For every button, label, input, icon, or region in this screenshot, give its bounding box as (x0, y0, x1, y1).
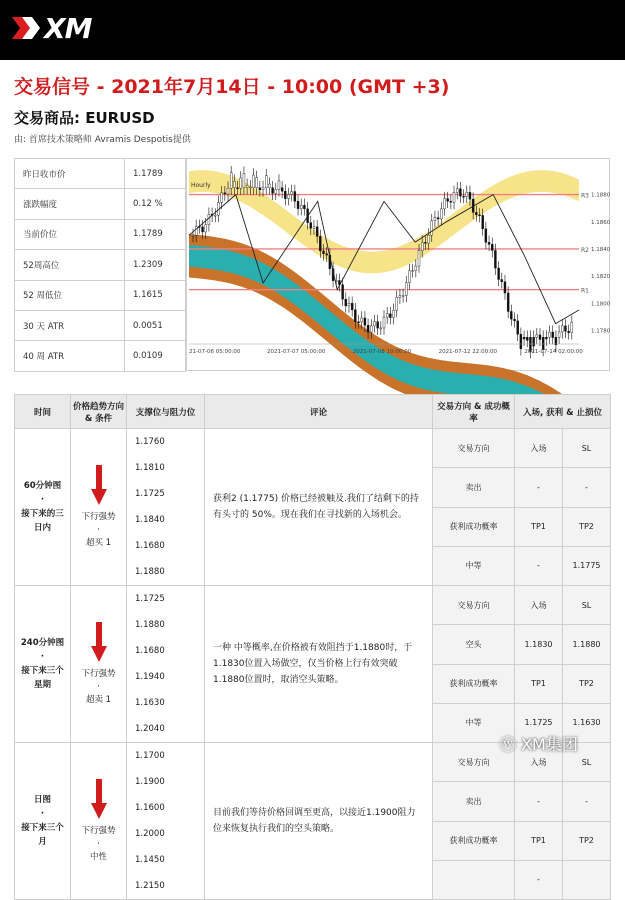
chart-title: Hourly (191, 182, 211, 189)
candle-body (428, 235, 430, 243)
candle-body (405, 283, 407, 296)
trade-cell: - (515, 782, 563, 821)
candle-body (568, 331, 570, 332)
stat-label: 昨日收市价 (15, 159, 125, 189)
candle-body (265, 176, 267, 188)
candle-body (536, 335, 538, 337)
candle-body (456, 189, 458, 193)
trade-cell: 获利成功概率 (433, 664, 515, 703)
trade-cell: TP2 (563, 507, 611, 546)
candle-body (523, 337, 525, 339)
candle-body (421, 242, 423, 250)
down-arrow-icon (91, 779, 107, 819)
trade-cell: 交易方向 (433, 429, 515, 468)
candle-body (294, 191, 296, 201)
stat-value: 0.0051 (125, 310, 186, 340)
trend-label: 下行强势 (81, 825, 116, 836)
candle-body (533, 337, 535, 346)
resistance-level: 1.1880 (135, 567, 165, 577)
candle-body (383, 317, 385, 328)
candle-body (494, 250, 496, 268)
dot: · (97, 838, 100, 849)
trade-cell: 交易方向 (433, 586, 515, 625)
header-entry: 入场, 获利 & 止损位 (515, 395, 611, 429)
candle-body (520, 334, 522, 348)
resistance-level: 1.1810 (135, 463, 165, 473)
timeframe-label: 日图 (33, 795, 51, 805)
candle-body (450, 201, 452, 202)
header-time: 时间 (15, 395, 71, 429)
candle-body (459, 189, 461, 196)
stat-value: 1.1789 (125, 219, 186, 249)
candle-body (316, 227, 318, 237)
x-tick-label: 2021-07-08 10:00:00 (352, 349, 412, 355)
support-level: 1.1450 (135, 855, 165, 865)
candle-body (275, 190, 277, 194)
stat-label: 当前价位 (15, 219, 125, 249)
x-tick-label: 2021-07-07 05:00:00 (267, 349, 326, 355)
candle-body (510, 311, 512, 319)
candle-body (278, 181, 280, 190)
candle-body (498, 268, 500, 279)
trade-cell: 1.1630 (563, 703, 611, 742)
timeframe-cell (15, 586, 71, 743)
candle-body (469, 192, 471, 199)
candle-body (358, 322, 360, 323)
trade-cell: - (515, 860, 563, 899)
condition-label: 超买 1 (85, 537, 112, 548)
resistance-level: 1.2000 (135, 829, 165, 839)
trend-label: 下行强势 (81, 668, 116, 679)
candle-body (323, 251, 325, 254)
page-title: 交易信号 - 2021年7月14日 - 10:00 (GMT +3) (14, 76, 450, 98)
candle-body (431, 221, 433, 235)
signal-row (15, 429, 611, 468)
candle-body (313, 227, 315, 228)
candle-body (370, 326, 372, 332)
stats-row (15, 280, 186, 310)
trade-cell: 1.1830 (515, 625, 563, 664)
candle-body (192, 235, 194, 236)
candle-body (214, 215, 216, 216)
dot: · (97, 681, 100, 692)
candle-body (545, 337, 547, 339)
trade-cell: - (515, 546, 563, 585)
candle-body (272, 188, 274, 193)
stat-value: 1.1615 (125, 280, 186, 310)
candle-body (485, 229, 487, 243)
candle-body (408, 271, 410, 283)
resistance-level: 1.2040 (135, 724, 165, 734)
support-level: 1.1725 (135, 489, 165, 499)
candle-body (491, 244, 493, 250)
candle-body (466, 192, 468, 196)
y-tick-label: 1.1860 (591, 219, 611, 226)
trade-cell: TP1 (515, 664, 563, 703)
support-level: 1.1760 (135, 437, 165, 447)
trade-cell: 卖出 (433, 468, 515, 507)
trade-cell: 交易方向 (433, 743, 515, 782)
candle-body (396, 297, 398, 310)
chart-svg (187, 159, 609, 370)
trade-cell: - (563, 468, 611, 507)
y-tick-label: 1.1820 (591, 274, 611, 281)
trade-cell (433, 860, 515, 899)
stat-label: 30 天 ATR (15, 310, 125, 340)
level-pair (135, 795, 204, 847)
candle-body (393, 310, 395, 317)
header-comment: 评论 (205, 395, 433, 429)
down-arrow-icon (91, 465, 107, 505)
trade-cell: 1.1775 (563, 546, 611, 585)
stats-row (15, 310, 186, 340)
level-label: R2 (581, 246, 589, 254)
level-label: R3 (581, 192, 589, 200)
stats-table (14, 158, 186, 372)
candle-body (351, 303, 353, 309)
candle-body (539, 335, 541, 340)
y-tick-label: 1.1840 (591, 246, 611, 253)
y-tick-label: 1.1880 (591, 192, 611, 199)
dot: · (40, 652, 45, 662)
candle-body (380, 328, 382, 329)
candle-body (377, 322, 379, 328)
stat-label: 40 周 ATR (15, 341, 125, 371)
candle-body (367, 325, 369, 332)
trade-cell: SL (563, 429, 611, 468)
candle-body (517, 321, 519, 334)
down-arrow-icon (91, 622, 107, 662)
trend-cell (71, 586, 127, 743)
candle-body (256, 178, 258, 188)
trade-cell: 获利成功概率 (433, 821, 515, 860)
trade-cell: 空头 (433, 625, 515, 664)
timeframe-label: 240分钟图 (20, 638, 65, 648)
candle-body (418, 251, 420, 266)
candle-body (195, 226, 197, 235)
stat-value: 1.1789 (125, 159, 186, 189)
resistance-level: 1.1900 (135, 777, 165, 787)
support-level: 1.1680 (135, 646, 165, 656)
trade-cell: 入场 (515, 429, 563, 468)
x-tick-label: 2021-07-12 22:00:00 (438, 349, 498, 355)
candle-body (326, 254, 328, 255)
candle-body (475, 212, 477, 214)
candle-body (389, 314, 391, 318)
levels-cell (127, 429, 205, 586)
trade-cell: TP2 (563, 664, 611, 703)
candle-body (221, 193, 223, 203)
stat-value: 0.12 % (125, 189, 186, 219)
x-tick-label: 2021-07-14 02:00:00 (524, 349, 583, 355)
candle-body (504, 282, 506, 293)
stat-value: 0.0109 (125, 341, 186, 371)
stat-label: 涨跌幅度 (15, 189, 125, 219)
candle-body (361, 318, 363, 322)
stat-value: 1.2309 (125, 250, 186, 280)
candle-body (249, 187, 251, 188)
comment-cell: 一种 中等概率,在价格被有效阻挡于1.1880时，于1.1830位置入场做空，仅当价格上行有效突破1.1880位置时，取消空头策略。 (205, 586, 433, 743)
candle-body (268, 184, 270, 188)
candle-body (291, 191, 293, 194)
candle-body (561, 326, 563, 332)
candle-body (564, 326, 566, 331)
comment-cell: 目前我们等待价格回调至更高，以接近1.1900阻力位来恢复执行我们的空头策略。 (205, 743, 433, 900)
candle-body (507, 293, 509, 311)
candle-body (259, 188, 261, 190)
candle-body (440, 209, 442, 219)
comment-cell: 获利2 (1.1775) 价格已经被触及.我们了结剩下的持有头寸的 50%。现在我们在寻找新的入场机会。 (205, 429, 433, 586)
signals-header-row (15, 395, 611, 429)
candle-body (233, 181, 235, 188)
x-tick-label: 21-07-06 05:00:00 (189, 349, 241, 355)
trade-cell (563, 860, 611, 899)
candle-body (364, 318, 366, 325)
product-heading: 交易商品: EURUSD (14, 109, 155, 127)
xm-logo[interactable] (12, 12, 91, 44)
trade-cell: 入场 (515, 586, 563, 625)
candle-body (558, 332, 560, 337)
stats-row (15, 219, 186, 249)
candle-body (463, 196, 465, 197)
logo-mark-icon (12, 17, 40, 39)
trade-cell: TP1 (515, 821, 563, 860)
candle-body (224, 193, 226, 194)
dot: · (40, 809, 45, 819)
condition-label: 中性 (89, 851, 107, 862)
level-label: R1 (581, 287, 589, 295)
candle-body (345, 299, 347, 306)
candle-body (354, 310, 356, 322)
candle-body (453, 192, 455, 202)
timeframe-cell (15, 429, 71, 586)
candle-body (549, 332, 551, 337)
horizon-label-2: 星期 (33, 680, 51, 690)
candle-body (443, 199, 445, 209)
signal-row (15, 586, 611, 625)
timeframe-cell (15, 743, 71, 900)
candle-body (542, 337, 544, 349)
level-pair (135, 638, 204, 690)
candle-body (399, 296, 401, 298)
resistance-level: 1.1880 (135, 620, 165, 630)
candle-body (526, 337, 528, 340)
candle-body (447, 199, 449, 202)
candle-body (412, 271, 414, 272)
support-level: 1.1680 (135, 541, 165, 551)
candle-body (237, 188, 239, 189)
trade-cell: - (515, 468, 563, 507)
trend-cell (71, 429, 127, 586)
horizon-label-2: 日内 (33, 523, 51, 533)
trade-cell: 1.1725 (515, 703, 563, 742)
candle-body (479, 215, 481, 216)
header-direction: 交易方向 & 成功概率 (433, 395, 515, 429)
trend-cell (71, 743, 127, 900)
candle-body (552, 332, 554, 337)
stat-label: 52 周低位 (15, 280, 125, 310)
trade-cell: TP2 (563, 821, 611, 860)
candle-body (297, 201, 299, 208)
candle-body (281, 188, 283, 192)
candle-body (205, 225, 207, 232)
candle-body (230, 173, 232, 188)
trade-cell: 卖出 (433, 782, 515, 821)
header-levels: 支撑位与阻力位 (127, 395, 205, 429)
stats-row (15, 189, 186, 219)
header-trend: 价格趋势方向 & 条件 (71, 395, 127, 429)
candle-body (284, 191, 286, 198)
horizon-label-1: 接下来三个 (21, 666, 64, 676)
candle-body (373, 322, 375, 326)
candle-body (501, 280, 503, 282)
candle-body (300, 205, 302, 208)
candle-body (288, 195, 290, 199)
dot: · (40, 495, 45, 505)
level-pair (135, 847, 204, 899)
trend-label: 下行强势 (81, 511, 116, 522)
level-pair (135, 429, 204, 481)
candle-body (246, 185, 248, 187)
logo-text: XM (44, 11, 92, 45)
candle-body (240, 178, 242, 188)
candle-body (303, 205, 305, 209)
level-pair (135, 533, 204, 585)
candle-body (342, 285, 344, 299)
candle-body (208, 214, 210, 224)
resistance-level: 1.1840 (135, 515, 165, 525)
candle-body (434, 218, 436, 221)
support-level: 1.1600 (135, 803, 165, 813)
candle-body (227, 188, 229, 194)
candle-body (386, 314, 388, 317)
resistance-level: 1.1940 (135, 672, 165, 682)
levels-cell (127, 743, 205, 900)
top-bar (0, 0, 625, 60)
stats-row (15, 159, 186, 189)
resistance-level: 1.2150 (135, 881, 165, 891)
candle-body (252, 175, 254, 188)
support-level: 1.1700 (135, 751, 165, 761)
candle-body (571, 322, 573, 333)
support-level: 1.1630 (135, 698, 165, 708)
candle-body (243, 173, 245, 187)
y-tick-label: 1.1800 (591, 301, 611, 308)
candle-body (348, 303, 350, 306)
trade-cell: SL (563, 586, 611, 625)
horizon-label-1: 接下来的三 (21, 509, 64, 519)
y-tick-label: 1.1780 (591, 328, 611, 335)
candle-body (262, 187, 264, 189)
levels-cell (127, 586, 205, 743)
signals-table (14, 394, 611, 900)
candle-body (319, 236, 321, 251)
horizon-label-2: 月 (38, 837, 47, 847)
candle-body (310, 223, 312, 229)
timeframe-label: 60分钟图 (23, 481, 62, 491)
stat-label: 52周高位 (15, 250, 125, 280)
trade-cell: 入场 (515, 743, 563, 782)
trade-cell: TP1 (515, 507, 563, 546)
candle-body (437, 218, 439, 219)
price-chart (186, 158, 610, 371)
candle-body (514, 319, 516, 321)
condition-label: 超卖 1 (85, 694, 112, 705)
candle-body (402, 295, 404, 296)
watermark: ⓦ XM集团 (500, 735, 578, 754)
horizon-label-1: 接下来三个 (21, 823, 64, 833)
candle-body (424, 242, 426, 243)
byline: 由: 首席技术策略师 Avramis Despotis提供 (14, 135, 191, 145)
level-pair (135, 743, 204, 795)
dot: · (97, 524, 100, 535)
level-pair (135, 481, 204, 533)
level-pair (135, 690, 204, 742)
stats-row (15, 341, 186, 371)
trade-cell: 1.1880 (563, 625, 611, 664)
stats-row (15, 250, 186, 280)
trade-cell: 中等 (433, 703, 515, 742)
trade-cell: - (563, 782, 611, 821)
support-level: 1.1725 (135, 594, 165, 604)
candle-body (488, 242, 490, 244)
level-pair (135, 586, 204, 638)
candle-body (202, 227, 204, 232)
candle-body (482, 215, 484, 228)
candle-body (415, 266, 417, 270)
trade-cell: SL (563, 743, 611, 782)
trade-cell: 获利成功概率 (433, 507, 515, 546)
trade-cell: 中等 (433, 546, 515, 585)
